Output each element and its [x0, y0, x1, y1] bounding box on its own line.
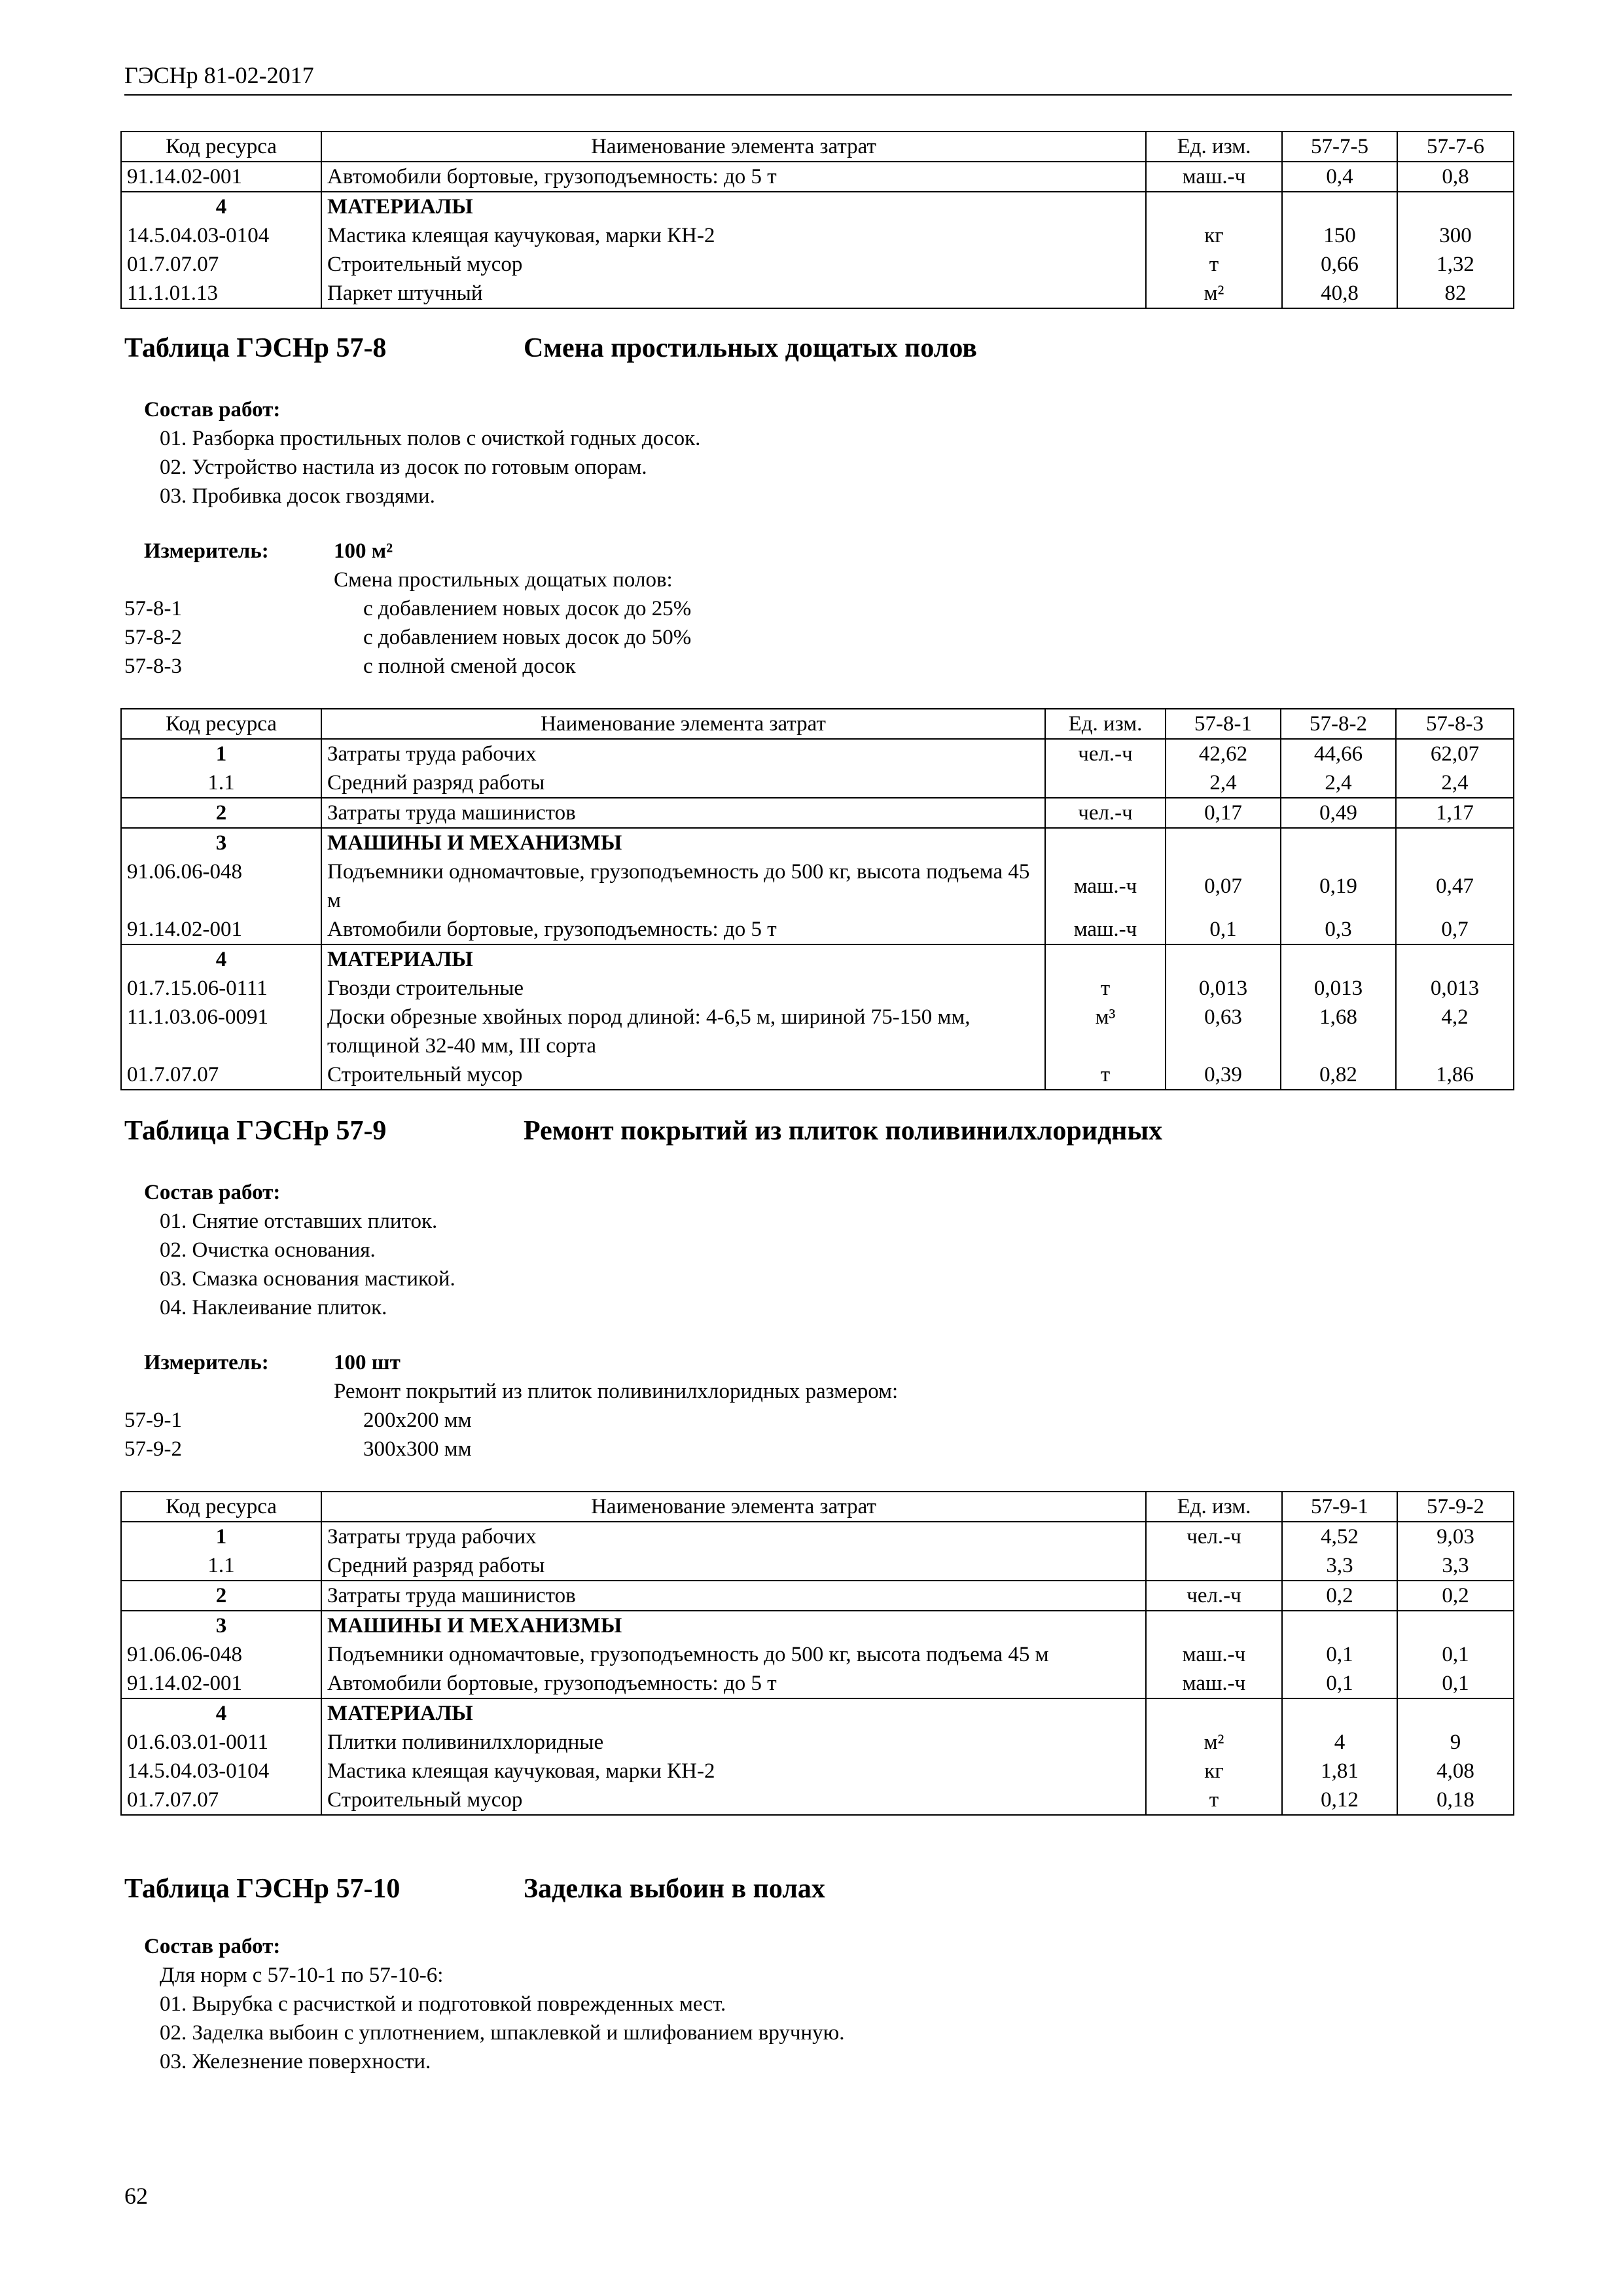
- table-name: Ремонт покрытий из плиток поливинилхлоридных: [524, 1116, 1163, 1146]
- table-row: [121, 944, 1514, 974]
- cell-name: Мастика клеящая каучуковая, марки КН-2: [321, 221, 1146, 250]
- cell-unit: [1146, 1698, 1282, 1728]
- variant-code: 57-8-2: [124, 626, 182, 649]
- cell-value: [1397, 192, 1514, 221]
- table-row: [121, 1728, 1514, 1757]
- cell-unit: т: [1146, 1785, 1282, 1815]
- col-header: Ед. изм.: [1045, 709, 1166, 739]
- cell-value: [1397, 1698, 1514, 1728]
- table-row: [121, 1522, 1514, 1551]
- cell-value: 0,1: [1166, 915, 1281, 944]
- table-57-10-title: [124, 1872, 825, 1906]
- meter-label: Измеритель:: [144, 539, 269, 563]
- table-row: [121, 250, 1514, 279]
- variant-code: 57-8-3: [124, 655, 182, 678]
- cell-code: 2: [121, 798, 321, 828]
- cell-unit: кг: [1146, 221, 1282, 250]
- cell-unit: маш.-ч: [1146, 162, 1282, 192]
- work-composition-57-9: [124, 1178, 1499, 1322]
- cell-code: 1: [121, 739, 321, 768]
- cell-code: 1: [121, 1522, 321, 1551]
- cell-value: 0,013: [1166, 974, 1281, 1003]
- cell-value: 9,03: [1397, 1522, 1514, 1551]
- table-row: [121, 1551, 1514, 1581]
- col-header: Код ресурса: [121, 709, 321, 739]
- cell-value: 0,19: [1281, 857, 1396, 915]
- table-row: [121, 221, 1514, 250]
- cell-code: 14.5.04.03-0104: [121, 1757, 321, 1785]
- cell-value: 1,81: [1282, 1757, 1397, 1785]
- cell-code: 91.14.02-001: [121, 1669, 321, 1698]
- table-row: [121, 279, 1514, 308]
- operation-item: 01. Разборка простильных полов с очисткой годных досок.: [160, 427, 701, 450]
- cell-value: 0,66: [1282, 250, 1397, 279]
- table-57-9-title: [124, 1114, 1163, 1148]
- col-header: Наименование элемента затрат: [321, 132, 1146, 162]
- cell-name: Затраты труда машинистов: [321, 1581, 1146, 1611]
- col-header: Наименование элемента затрат: [321, 1492, 1146, 1522]
- cell-value: [1166, 828, 1281, 857]
- cell-name: Гвозди строительные: [321, 974, 1045, 1003]
- table-57-8-title: [124, 331, 977, 365]
- meter-block-57-9: [124, 1348, 1499, 1463]
- cell-value: 0,18: [1397, 1785, 1514, 1815]
- table-row: [121, 1060, 1514, 1090]
- cell-value: [1282, 192, 1397, 221]
- cell-name: Затраты труда рабочих: [321, 739, 1045, 768]
- cell-unit: чел.-ч: [1045, 798, 1166, 828]
- cell-code: 2: [121, 1581, 321, 1611]
- cell-value: 0,12: [1282, 1785, 1397, 1815]
- table-row: [121, 1785, 1514, 1815]
- cell-name: Автомобили бортовые, грузоподъемность: до 5 т: [321, 915, 1045, 944]
- variant-text: с добавлением новых досок до 50%: [363, 626, 692, 649]
- cell-unit: м²: [1146, 279, 1282, 308]
- meter-label: Измеритель:: [144, 1351, 269, 1374]
- table-row: [121, 857, 1514, 915]
- cell-name: Мастика клеящая каучуковая, марки КН-2: [321, 1757, 1146, 1785]
- cell-name: МАШИНЫ И МЕХАНИЗМЫ: [321, 1611, 1146, 1640]
- cell-code: 1.1: [121, 768, 321, 798]
- cell-code: 3: [121, 1611, 321, 1640]
- cell-unit: маш.-ч: [1146, 1669, 1282, 1698]
- cell-code: 14.5.04.03-0104: [121, 221, 321, 250]
- cell-value: 2,4: [1396, 768, 1514, 798]
- cell-name: МАТЕРИАЛЫ: [321, 1698, 1146, 1728]
- cell-name: Затраты труда рабочих: [321, 1522, 1146, 1551]
- page-number: 62: [124, 2183, 148, 2209]
- table-57-9: [120, 1491, 1514, 1816]
- col-header: 57-9-1: [1282, 1492, 1397, 1522]
- cell-value: 0,82: [1281, 1060, 1396, 1090]
- table-code: Таблица ГЭСНр 57-10: [124, 1874, 401, 1904]
- cell-value: 150: [1282, 221, 1397, 250]
- cell-name: Подъемники одномачтовые, грузоподъемность до 500 кг, высота подъема 45 м: [321, 1640, 1146, 1669]
- cell-name: Автомобили бортовые, грузоподъемность: до 5 т: [321, 1669, 1146, 1698]
- cell-code: 01.7.15.06-0111: [121, 974, 321, 1003]
- operation-item: 02. Заделка выбоин с уплотнением, шпаклевкой и шлифованием вручную.: [160, 2021, 845, 2045]
- work-composition-57-10: [124, 1932, 1499, 2076]
- cell-name: Плитки поливинилхлоридные: [321, 1728, 1146, 1757]
- cell-value: 0,013: [1396, 974, 1514, 1003]
- table-code: Таблица ГЭСНр 57-8: [124, 333, 387, 363]
- cell-name: Паркет штучный: [321, 279, 1146, 308]
- cell-value: [1282, 1611, 1397, 1640]
- table-row: [121, 1698, 1514, 1728]
- table-row: [121, 915, 1514, 944]
- cell-name: Затраты труда машинистов: [321, 798, 1045, 828]
- cell-value: 0,39: [1166, 1060, 1281, 1090]
- cell-value: 0,013: [1281, 974, 1396, 1003]
- cell-code: 91.14.02-001: [121, 162, 321, 192]
- cell-value: 62,07: [1396, 739, 1514, 768]
- cell-value: 0,1: [1282, 1669, 1397, 1698]
- cell-unit: маш.-ч: [1045, 857, 1166, 915]
- cell-name: Строительный мусор: [321, 250, 1146, 279]
- col-header: Код ресурса: [121, 1492, 321, 1522]
- cell-value: 4,08: [1397, 1757, 1514, 1785]
- cell-name: Подъемники одномачтовые, грузоподъемность до 500 кг, высота подъема 45 м: [321, 857, 1045, 915]
- variant-text: 300x300 мм: [363, 1437, 472, 1461]
- cell-unit: т: [1045, 974, 1166, 1003]
- cell-value: [1281, 828, 1396, 857]
- table-57-8: [120, 708, 1514, 1090]
- table-row: [121, 192, 1514, 221]
- cell-value: 4: [1282, 1728, 1397, 1757]
- cell-name: Строительный мусор: [321, 1060, 1045, 1090]
- meter-unit: 100 м²: [334, 539, 393, 563]
- cell-code: 01.7.07.07: [121, 1785, 321, 1815]
- table-row: [121, 768, 1514, 798]
- cell-value: 0,47: [1396, 857, 1514, 915]
- cell-value: [1281, 944, 1396, 974]
- col-header: 57-9-2: [1397, 1492, 1514, 1522]
- table-code: Таблица ГЭСНр 57-9: [124, 1116, 387, 1146]
- operation-item: 01. Снятие отставших плиток.: [160, 1210, 438, 1233]
- cell-value: 0,17: [1166, 798, 1281, 828]
- cell-value: 1,32: [1397, 250, 1514, 279]
- operation-item: 04. Наклеивание плиток.: [160, 1296, 387, 1319]
- cell-value: 1,68: [1281, 1003, 1396, 1060]
- col-header: Наименование элемента затрат: [321, 709, 1045, 739]
- cell-unit: м²: [1146, 1728, 1282, 1757]
- variant-text: 200x200 мм: [363, 1408, 472, 1432]
- cell-value: 0,7: [1396, 915, 1514, 944]
- meter-description: Смена простильных дощатых полов:: [334, 568, 673, 592]
- cell-unit: [1146, 192, 1282, 221]
- table-row: [121, 162, 1514, 192]
- table-row: [121, 739, 1514, 768]
- cell-value: 3,3: [1397, 1551, 1514, 1581]
- col-header: 57-8-2: [1281, 709, 1396, 739]
- cell-code: 91.06.06-048: [121, 857, 321, 915]
- work-composition-57-8: [124, 395, 1499, 511]
- cell-code: 01.7.07.07: [121, 250, 321, 279]
- col-header: Код ресурса: [121, 132, 321, 162]
- meter-description: Ремонт покрытий из плиток поливинилхлоридных размером:: [334, 1380, 899, 1403]
- cell-code: 91.14.02-001: [121, 915, 321, 944]
- cell-unit: маш.-ч: [1146, 1640, 1282, 1669]
- cell-value: 42,62: [1166, 739, 1281, 768]
- document-code: ГЭСНр 81-02-2017: [124, 62, 314, 88]
- table-header-row: [121, 132, 1514, 162]
- norms-note: Для норм с 57-10-1 по 57-10-6:: [160, 1964, 444, 1987]
- table-name: Смена простильных дощатых полов: [524, 333, 977, 363]
- cell-name: Доски обрезные хвойных пород длиной: 4-6,5 м, шириной 75-150 мм, толщиной 32-40 мм, III сорта: [321, 1003, 1045, 1060]
- cell-code: 01.6.03.01-0011: [121, 1728, 321, 1757]
- cell-value: 300: [1397, 221, 1514, 250]
- table-row: [121, 1003, 1514, 1060]
- variant-text: с полной сменой досок: [363, 655, 576, 678]
- table-row: [121, 1669, 1514, 1698]
- meter-block-57-8: [124, 537, 1499, 681]
- cell-value: 4,2: [1396, 1003, 1514, 1060]
- table-name: Заделка выбоин в полах: [524, 1874, 825, 1904]
- cell-value: 9: [1397, 1728, 1514, 1757]
- operation-item: 03. Пробивка досок гвоздями.: [160, 484, 435, 508]
- operation-item: 03. Железнение поверхности.: [160, 2050, 431, 2073]
- cell-unit: [1045, 944, 1166, 974]
- cell-code: 1.1: [121, 1551, 321, 1581]
- cell-value: 3,3: [1282, 1551, 1397, 1581]
- cell-unit: чел.-ч: [1146, 1581, 1282, 1611]
- cell-value: 44,66: [1281, 739, 1396, 768]
- cell-code: 4: [121, 192, 321, 221]
- cell-unit: т: [1146, 250, 1282, 279]
- cell-value: 0,3: [1281, 915, 1396, 944]
- variant-text: с добавлением новых досок до 25%: [363, 597, 692, 620]
- cell-value: [1397, 1611, 1514, 1640]
- cell-value: [1282, 1698, 1397, 1728]
- operation-item: 03. Смазка основания мастикой.: [160, 1267, 455, 1291]
- cell-value: 4,52: [1282, 1522, 1397, 1551]
- table-57-7: [120, 131, 1514, 309]
- operation-item: 02. Устройство настила из досок по готовым опорам.: [160, 456, 647, 479]
- cell-unit: м³: [1045, 1003, 1166, 1060]
- col-header: 57-8-3: [1396, 709, 1514, 739]
- variant-code: 57-9-2: [124, 1437, 182, 1461]
- variant-code: 57-8-1: [124, 597, 182, 620]
- cell-unit: [1045, 828, 1166, 857]
- cell-value: [1396, 944, 1514, 974]
- table-row: [121, 798, 1514, 828]
- variant-code: 57-9-1: [124, 1408, 182, 1432]
- cell-value: 1,17: [1396, 798, 1514, 828]
- cell-unit: [1146, 1551, 1282, 1581]
- cell-code: 11.1.01.13: [121, 279, 321, 308]
- cell-value: 0,2: [1397, 1581, 1514, 1611]
- cell-value: 0,07: [1166, 857, 1281, 915]
- table-row: [121, 1757, 1514, 1785]
- col-header: Ед. изм.: [1146, 1492, 1282, 1522]
- table-row: [121, 1581, 1514, 1611]
- cell-unit: чел.-ч: [1045, 739, 1166, 768]
- cell-code: 4: [121, 1698, 321, 1728]
- cell-name: МАТЕРИАЛЫ: [321, 944, 1045, 974]
- cell-code: 11.1.03.06-0091: [121, 1003, 321, 1060]
- cell-code: 91.06.06-048: [121, 1640, 321, 1669]
- cell-code: 4: [121, 944, 321, 974]
- cell-value: 0,2: [1282, 1581, 1397, 1611]
- cell-value: [1396, 828, 1514, 857]
- table-header-row: [121, 709, 1514, 739]
- cell-value: 2,4: [1281, 768, 1396, 798]
- cell-value: 82: [1397, 279, 1514, 308]
- cell-value: 0,4: [1282, 162, 1397, 192]
- work-header: Состав работ:: [144, 1935, 281, 1958]
- work-header: Состав работ:: [144, 398, 281, 422]
- table-row: [121, 828, 1514, 857]
- cell-name: Автомобили бортовые, грузоподъемность: до 5 т: [321, 162, 1146, 192]
- cell-unit: чел.-ч: [1146, 1522, 1282, 1551]
- col-header: 57-8-1: [1166, 709, 1281, 739]
- cell-unit: [1045, 768, 1166, 798]
- table-header-row: [121, 1492, 1514, 1522]
- cell-unit: [1146, 1611, 1282, 1640]
- cell-value: 40,8: [1282, 279, 1397, 308]
- table-row: [121, 1640, 1514, 1669]
- cell-value: 0,1: [1397, 1640, 1514, 1669]
- cell-name: МАТЕРИАЛЫ: [321, 192, 1146, 221]
- cell-name: Средний разряд работы: [321, 768, 1045, 798]
- cell-value: 0,49: [1281, 798, 1396, 828]
- cell-name: МАШИНЫ И МЕХАНИЗМЫ: [321, 828, 1045, 857]
- col-header: Ед. изм.: [1146, 132, 1282, 162]
- cell-value: 0,8: [1397, 162, 1514, 192]
- col-header: 57-7-5: [1282, 132, 1397, 162]
- cell-value: 2,4: [1166, 768, 1281, 798]
- cell-name: Строительный мусор: [321, 1785, 1146, 1815]
- cell-unit: т: [1045, 1060, 1166, 1090]
- cell-value: 1,86: [1396, 1060, 1514, 1090]
- col-header: 57-7-6: [1397, 132, 1514, 162]
- cell-unit: кг: [1146, 1757, 1282, 1785]
- cell-name: Средний разряд работы: [321, 1551, 1146, 1581]
- cell-value: 0,1: [1282, 1640, 1397, 1669]
- work-header: Состав работ:: [144, 1181, 281, 1204]
- cell-value: 0,63: [1166, 1003, 1281, 1060]
- table-row: [121, 1611, 1514, 1640]
- cell-unit: маш.-ч: [1045, 915, 1166, 944]
- cell-value: [1166, 944, 1281, 974]
- operation-item: 01. Вырубка с расчисткой и подготовкой поврежденных мест.: [160, 1992, 726, 2016]
- cell-value: 0,1: [1397, 1669, 1514, 1698]
- operation-item: 02. Очистка основания.: [160, 1238, 376, 1262]
- meter-unit: 100 шт: [334, 1351, 401, 1374]
- cell-code: 3: [121, 828, 321, 857]
- cell-code: 01.7.07.07: [121, 1060, 321, 1090]
- table-row: [121, 974, 1514, 1003]
- page-header: [124, 60, 1512, 96]
